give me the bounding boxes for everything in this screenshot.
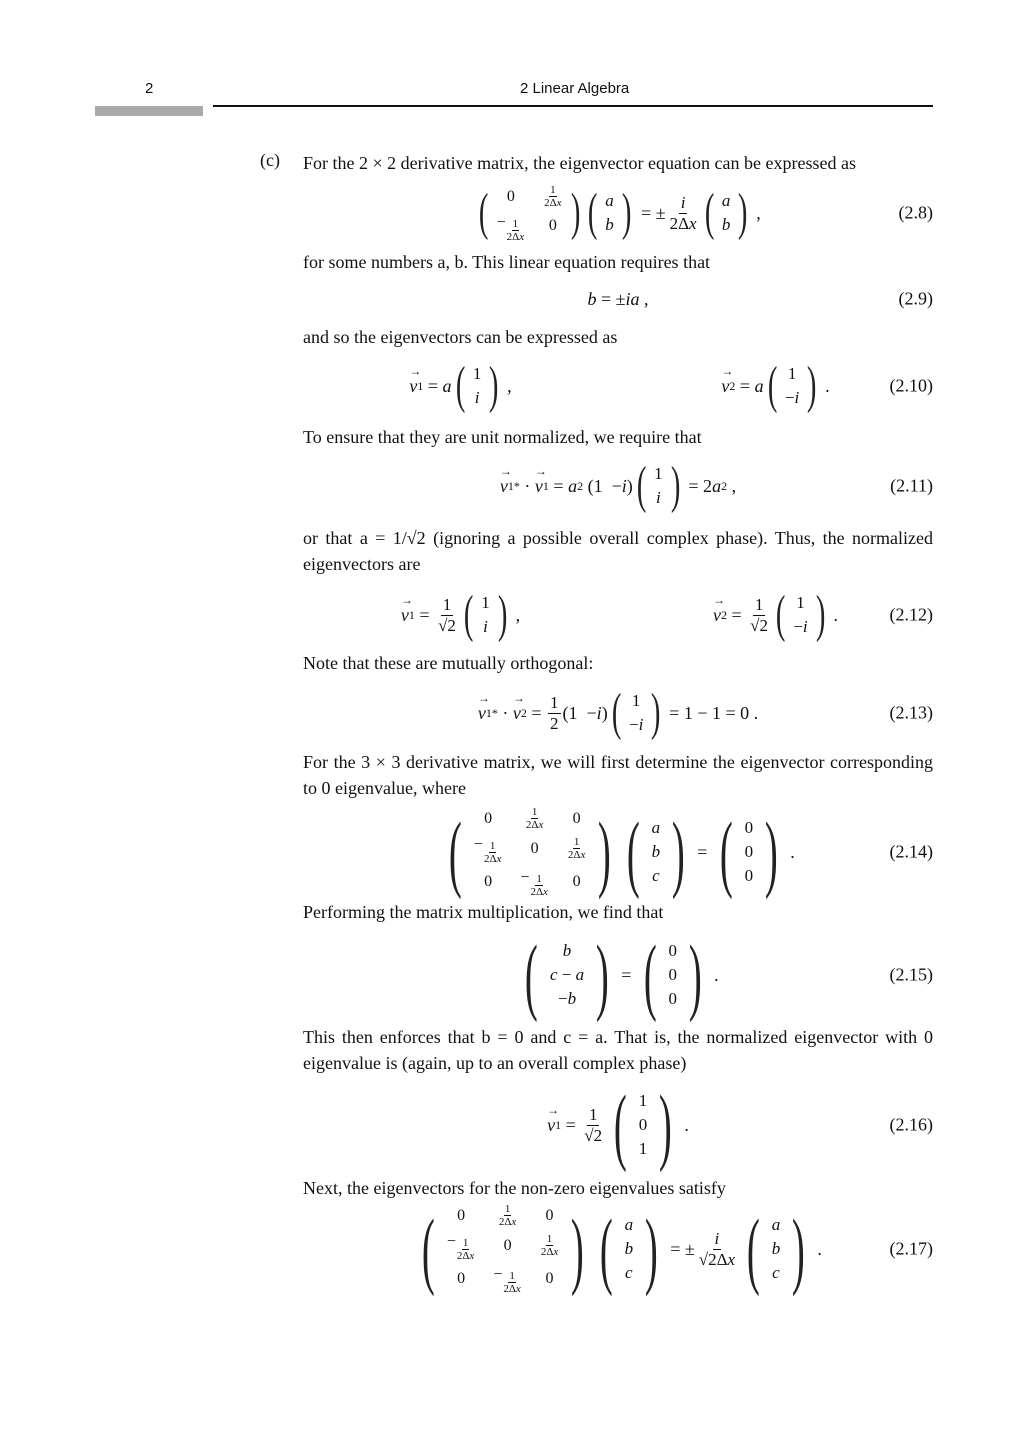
page-number: 2 <box>145 80 154 97</box>
paragraph-8: Performing the matrix multiplication, we find that <box>303 902 664 922</box>
equation-2-17: ( 0 1 2Δx 0 − $\frac{1}{2\Delta x}$ 0 1 2Δx 0 − $\frac{1}{2\Delta x}$ 0 ) ( a b c ) = ± $\frac{i}{√2\Delta x}$ ( a b c ) . (2.17) <box>422 1201 933 1297</box>
equation-2-13: → v 1 * · → v 2 = $\frac{1}{2}$ (1 − i ) ( 1 −i ) = 1 − 1 = 0 . (2.13) <box>303 682 933 744</box>
paragraph-5: or that a = 1/√2 (ignoring a possible overall complex phase). Thus, the normalized eigenvectors are <box>303 528 933 574</box>
paragraph-1: For the 2 × 2 derivative matrix, the eigenvector equation can be expressed as <box>303 153 856 173</box>
paragraph-9: This then enforces that b = 0 and c = a. That is, the normalized eigenvector with 0 eigenvalue is (again, up to an overall complex phase) <box>303 1027 933 1073</box>
paragraph-4: To ensure that they are unit normalized, we require that <box>303 427 702 447</box>
equation-number: (2.15) <box>889 964 933 985</box>
equation-number: (2.16) <box>889 1114 933 1135</box>
running-header-title: 2 Linear Algebra <box>520 80 630 97</box>
equation-2-12: → v 1 = $\frac{1}{√2}$ ( 1 i ) , → v 2 = $\frac{1}{√2}$ ( 1 −i ) . (2.12) <box>303 583 933 647</box>
equation-number: (2.10) <box>889 375 933 396</box>
equation-number: (2.9) <box>898 288 933 309</box>
header-rule <box>213 105 933 107</box>
equation-number: (2.14) <box>889 841 933 862</box>
equation-2-10: → v 1 = a ( 1 i ) , → v 2 = a ( 1 −i ) . (2.10) <box>303 356 933 416</box>
equation-2-9: b = ± ia , (2.9) <box>587 288 933 309</box>
paragraph-7: For the 3 × 3 derivative matrix, we will first determine the eigenvector corresponding to 0 eigenvalue, where <box>303 752 933 798</box>
equation-2-14: ( 0 1 2Δx 0 − $\frac{1}{2\Delta x}$ 0 1 2Δx 0 − $\frac{1}{2\Delta x}$ 0 ) ( a b c ) = ( 0 0 0 ) . (2.14) <box>449 804 933 900</box>
equation-number: (2.13) <box>889 702 933 723</box>
equation-number: (2.8) <box>898 202 933 223</box>
part-label: (c) <box>260 150 280 170</box>
equation-2-11: → v 1 * · → v 1 = a 2 (1 − i ) ( 1 i ) = 2 a 2 , (2.11) <box>303 455 933 517</box>
equation-2-15: ( b c − a −b ) = ( 0 0 0 ) . (2.15) <box>525 927 933 1023</box>
equation-number: (2.17) <box>889 1238 933 1259</box>
equation-number: (2.12) <box>889 604 933 625</box>
equation-2-8: ( 0 1 2Δx − $\frac{1}{2\Delta x}$ 0 ) ( a b ) = ± $\frac{i}{2\Delta x}$ ( a b ) , (2.8) <box>479 183 933 243</box>
paragraph-2: for some numbers a, b. This linear equation requires that <box>303 252 711 272</box>
equation-2-16: → v 1 = $\frac{1}{√2}$ ( 1 0 1 ) . (2.16) <box>303 1084 933 1166</box>
paragraph-6: Note that these are mutually orthogonal: <box>303 653 594 673</box>
paragraph-10: Next, the eigenvectors for the non-zero eigenvalues satisfy <box>303 1178 726 1198</box>
header-thumb-bar <box>95 106 203 116</box>
paragraph-3: and so the eigenvectors can be expressed as <box>303 327 618 347</box>
equation-number: (2.11) <box>890 475 933 496</box>
